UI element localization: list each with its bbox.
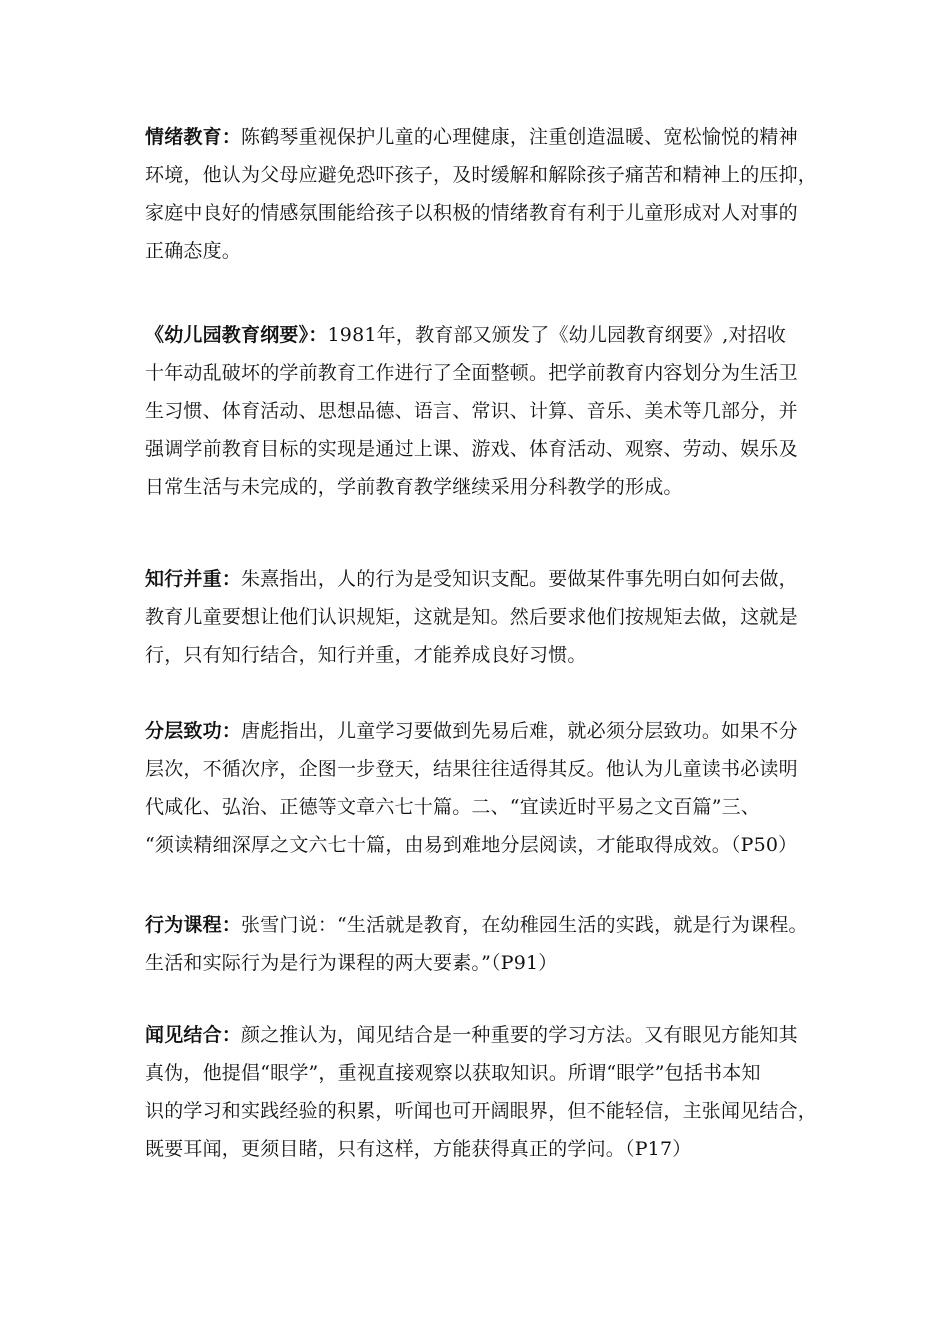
paragraph-line — [145, 118, 815, 156]
line-text: 唐彪指出，儿童学习要做到先易后难，就必须分层致功。如果不分 — [241, 720, 798, 742]
line-text: 朱熹指出，人的行为是受知识支配。要做某件事先明白如何去做， — [241, 568, 798, 590]
paragraph-line: 既要耳闻，更须目睹，只有这样，方能获得真正的学问。（P17） — [145, 1138, 692, 1160]
paragraph-line: 识的学习和实践经验的积累，听闻也可开阔眼界，但不能轻信，主张闻见结合， — [145, 1100, 818, 1122]
term-separator: ： — [221, 720, 242, 742]
paragraph-line — [145, 906, 815, 944]
paragraph-layered-learning — [145, 712, 815, 864]
term-heading: 《幼儿园教育纲要》 — [145, 324, 309, 346]
term-heading: 情绪教育 — [145, 126, 222, 148]
paragraph-knowledge-action — [145, 560, 815, 674]
term-heading: 知行并重 — [145, 568, 222, 590]
term-separator: ： — [308, 324, 328, 346]
term-heading: 分层致功 — [145, 720, 222, 742]
paragraph-line: 生习惯、体育活动、思想品德、语言、常识、计算、音乐、美术等几部分，并 — [145, 400, 798, 422]
paragraph-line: 代咸化、弘治、正德等文章六七十篇。二、“宜读近时平易之文百篇”三、 — [145, 796, 761, 818]
term-heading: 闻见结合 — [145, 1024, 222, 1046]
paragraph-hearing-seeing — [145, 1016, 818, 1168]
line-text: 陈鹤琴重视保护儿童的心理健康，注重创造温暖、宽松愉悦的精神 — [241, 126, 798, 148]
paragraph-line: 教育儿童要想让他们认识规矩，这就是知。然后要求他们按规矩去做，这就是 — [145, 606, 798, 628]
paragraph-line: 强调学前教育目标的实现是通过上课、游戏、体育活动、观察、劳动、娱乐及 — [145, 438, 798, 460]
paragraph-line — [145, 712, 815, 750]
paragraph-line: “须读精细深厚之文六七十篇，由易到难地分层阅读，才能取得成效。（P50） — [145, 834, 798, 856]
paragraph-line — [145, 560, 815, 598]
line-text: 颜之推认为，闻见结合是一种重要的学习方法。又有眼见方能知其 — [241, 1024, 798, 1046]
term-separator: ： — [221, 126, 242, 148]
term-separator: ： — [221, 1024, 242, 1046]
paragraph-line: 十年动乱破坏的学前教育工作进行了全面整顿。把学前教育内容划分为生活卫 — [145, 362, 798, 384]
paragraph-emotional-education — [145, 118, 818, 270]
paragraph-line: 环境，他认为父母应避免恐吓孩子，及时缓解和解除孩子痛苦和精神上的压抑， — [145, 164, 818, 186]
paragraph-line: 生活和实际行为是行为课程的两大要素。”（P91） — [145, 952, 558, 974]
line-text: 张雪门说：“生活就是教育，在幼稚园生活的实践，就是行为课程。 — [241, 914, 808, 936]
line-text: 1981年，教育部又颁发了《幼儿园教育纲要》,对招收 — [327, 324, 787, 346]
paragraph-line: 层次，不循次序，企图一步登天，结果往往适得其反。他认为儿童读书必读明 — [145, 758, 798, 780]
paragraph-line — [145, 1016, 815, 1054]
paragraph-line: 正确态度。 — [145, 240, 242, 262]
paragraph-behavior-curriculum — [145, 906, 815, 982]
paragraph-kindergarten-outline — [145, 316, 815, 506]
term-separator: ： — [221, 914, 242, 936]
paragraph-line: 家庭中良好的情感氛围能给孩子以积极的情绪教育有利于儿童形成对人对事的 — [145, 202, 798, 224]
paragraph-line: 日常生活与未完成的，学前教育教学继续采用分科教学的形成。 — [145, 476, 683, 498]
paragraph-line: 真伪，他提倡“眼学”，重视直接观察以获取知识。所谓“眼学”包括书本知 — [145, 1062, 761, 1084]
paragraph-line: 行，只有知行结合，知行并重，才能养成良好习惯。 — [145, 644, 587, 666]
term-heading: 行为课程 — [145, 914, 222, 936]
term-separator: ： — [221, 568, 242, 590]
paragraph-line — [145, 316, 815, 354]
